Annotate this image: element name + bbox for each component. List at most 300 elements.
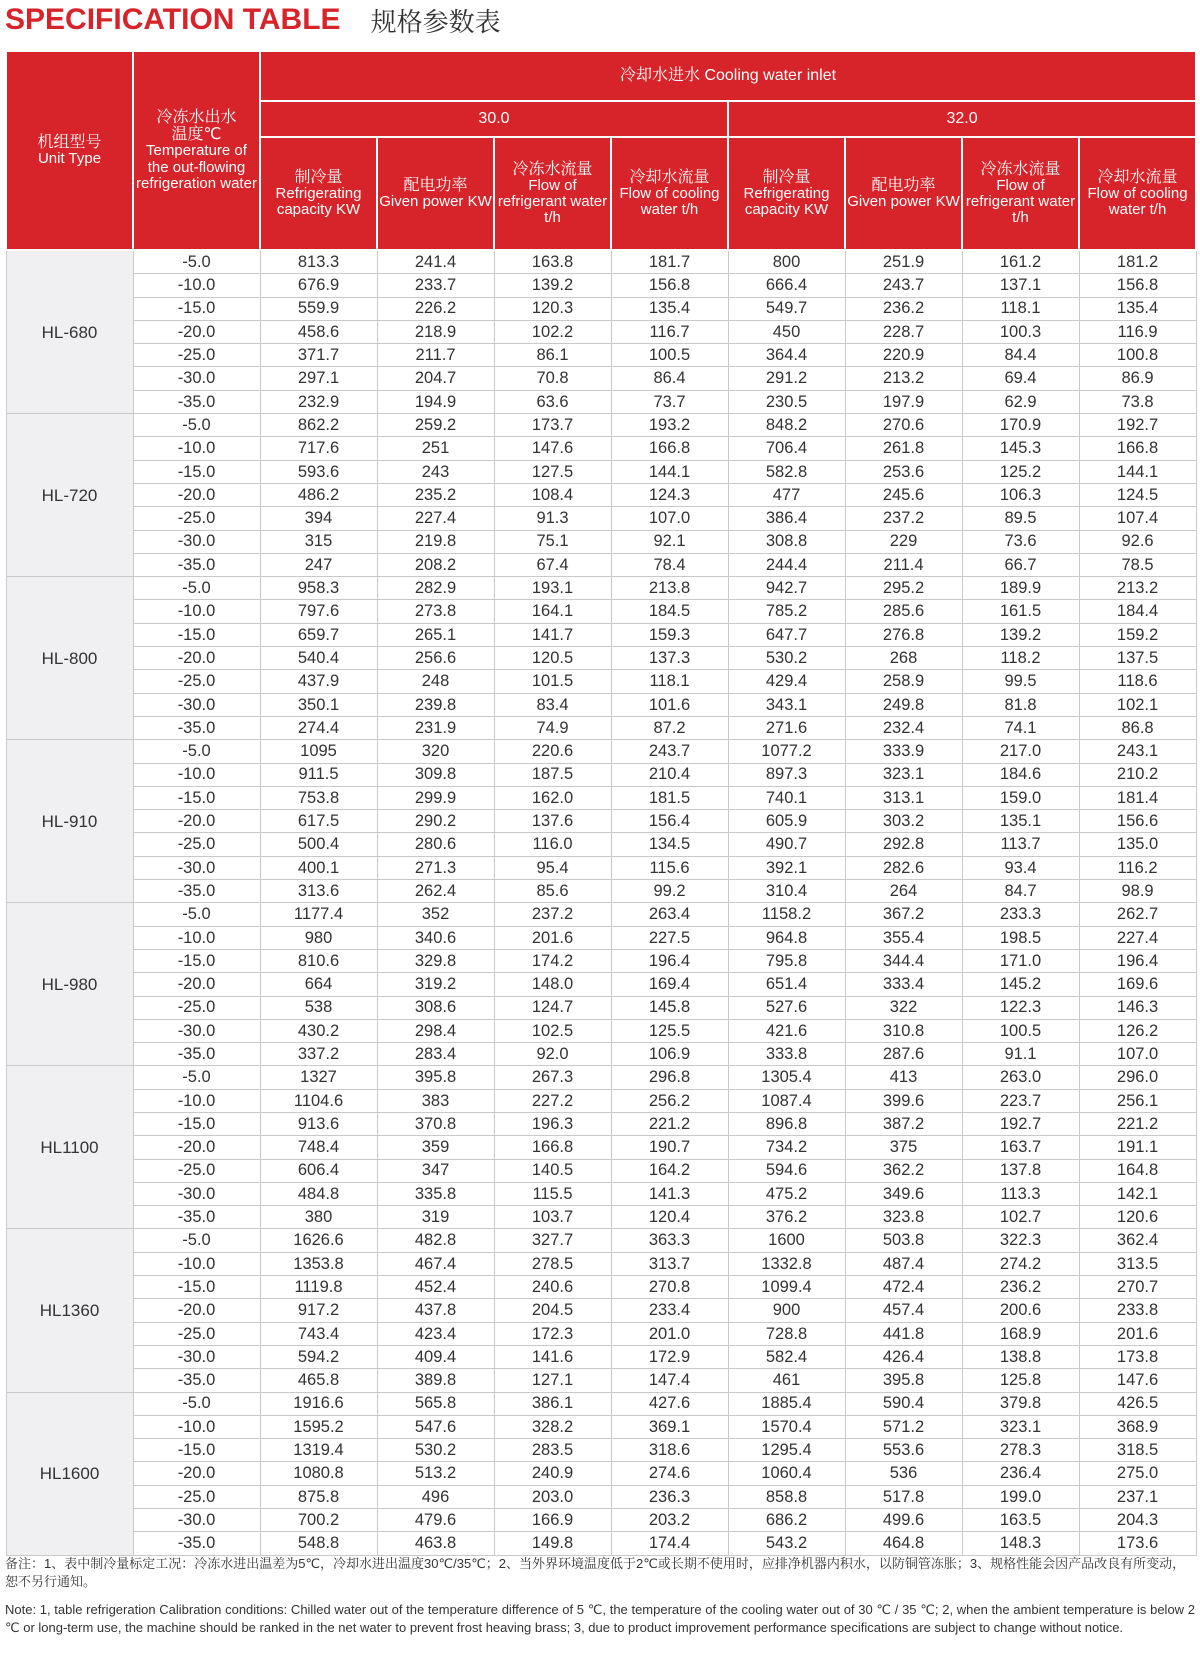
value-cell: 233.4 — [611, 1299, 728, 1322]
value-cell: 118.2 — [962, 647, 1079, 670]
value-cell: 173.7 — [494, 414, 611, 437]
value-cell: 450 — [728, 320, 845, 343]
value-cell: 156.4 — [611, 810, 728, 833]
value-cell: 594.2 — [260, 1345, 377, 1368]
value-cell: 92.0 — [494, 1043, 611, 1066]
value-cell: 1332.8 — [728, 1252, 845, 1275]
value-cell: 122.3 — [962, 996, 1079, 1019]
value-cell: 231.9 — [377, 716, 494, 739]
value-cell: 236.3 — [611, 1485, 728, 1508]
value-cell: 429.4 — [728, 670, 845, 693]
table-row — [6, 344, 1196, 367]
value-cell: 116.2 — [1079, 856, 1196, 879]
outlet-temp-cell: -20.0 — [133, 973, 260, 996]
value-cell: 897.3 — [728, 763, 845, 786]
value-cell: 383 — [377, 1089, 494, 1112]
value-cell: 810.6 — [260, 949, 377, 972]
table-row — [6, 367, 1196, 390]
value-cell: 375 — [845, 1136, 962, 1159]
value-cell: 486.2 — [260, 483, 377, 506]
outlet-temp-cell: -30.0 — [133, 856, 260, 879]
value-cell: 423.4 — [377, 1322, 494, 1345]
value-cell: 389.8 — [377, 1369, 494, 1392]
value-cell: 340.6 — [377, 926, 494, 949]
value-cell: 102.1 — [1079, 693, 1196, 716]
value-cell: 235.2 — [377, 483, 494, 506]
value-cell: 95.4 — [494, 856, 611, 879]
outlet-temp-header-cn: 冷冻水出水温度℃ — [156, 108, 237, 144]
value-cell: 426.4 — [845, 1345, 962, 1368]
value-cell: 503.8 — [845, 1229, 962, 1252]
value-cell: 240.9 — [494, 1462, 611, 1485]
value-cell: 86.4 — [611, 367, 728, 390]
table-row — [6, 1182, 1196, 1205]
value-cell: 376.2 — [728, 1206, 845, 1229]
value-cell: 477 — [728, 483, 845, 506]
outlet-temp-cell: -35.0 — [133, 390, 260, 413]
value-cell: 144.1 — [611, 460, 728, 483]
value-cell: 282.9 — [377, 577, 494, 600]
value-cell: 371.7 — [260, 344, 377, 367]
value-cell: 107.0 — [611, 507, 728, 530]
value-cell: 67.4 — [494, 553, 611, 576]
value-cell: 102.7 — [962, 1206, 1079, 1229]
value-cell: 170.9 — [962, 414, 1079, 437]
value-cell: 282.6 — [845, 856, 962, 879]
model-cell: HL-980 — [6, 903, 133, 1066]
outlet-temp-cell: -35.0 — [133, 1532, 260, 1555]
table-row — [6, 1159, 1196, 1182]
value-cell: 125.8 — [962, 1369, 1079, 1392]
value-cell: 137.5 — [1079, 647, 1196, 670]
value-cell: 137.8 — [962, 1159, 1079, 1182]
table-row — [6, 1345, 1196, 1368]
outlet-temp-cell: -15.0 — [133, 1276, 260, 1299]
table-row — [6, 1509, 1196, 1532]
value-cell: 299.9 — [377, 786, 494, 809]
value-cell: 146.3 — [1079, 996, 1196, 1019]
value-cell: 197.9 — [845, 390, 962, 413]
column-header-cn: 制冷量 — [294, 168, 343, 186]
value-cell: 116.0 — [494, 833, 611, 856]
value-cell: 913.6 — [260, 1112, 377, 1135]
value-cell: 233.8 — [1079, 1299, 1196, 1322]
value-cell: 113.3 — [962, 1182, 1079, 1205]
value-cell: 221.2 — [1079, 1112, 1196, 1135]
value-cell: 319.2 — [377, 973, 494, 996]
value-cell: 362.2 — [845, 1159, 962, 1182]
value-cell: 230.5 — [728, 390, 845, 413]
value-cell: 264 — [845, 880, 962, 903]
column-header-en: Given power KW — [379, 193, 492, 211]
table-row — [6, 1136, 1196, 1159]
value-cell: 421.6 — [728, 1019, 845, 1042]
value-cell: 896.8 — [728, 1112, 845, 1135]
outlet-temp-cell: -5.0 — [133, 1392, 260, 1415]
value-cell: 664 — [260, 973, 377, 996]
value-cell: 464.8 — [845, 1532, 962, 1555]
value-cell: 163.5 — [962, 1509, 1079, 1532]
value-cell: 73.8 — [1079, 390, 1196, 413]
value-cell: 223.7 — [962, 1089, 1079, 1112]
value-cell: 237.2 — [494, 903, 611, 926]
value-cell: 161.2 — [962, 250, 1079, 274]
value-cell: 285.6 — [845, 600, 962, 623]
value-cell: 370.8 — [377, 1112, 494, 1135]
value-cell: 538 — [260, 996, 377, 1019]
value-cell: 1077.2 — [728, 740, 845, 763]
value-cell: 210.4 — [611, 763, 728, 786]
column-header — [1079, 137, 1196, 250]
value-cell: 137.6 — [494, 810, 611, 833]
outlet-temp-cell: -20.0 — [133, 647, 260, 670]
value-cell: 409.4 — [377, 1345, 494, 1368]
outlet-temp-cell: -20.0 — [133, 1136, 260, 1159]
specification-table — [5, 50, 1197, 1556]
value-cell: 437.9 — [260, 670, 377, 693]
column-header-cn: 冷冻水流量 — [980, 160, 1061, 178]
value-cell: 147.6 — [1079, 1369, 1196, 1392]
model-cell: HL-680 — [6, 250, 133, 414]
value-cell: 227.2 — [494, 1089, 611, 1112]
value-cell: 99.5 — [962, 670, 1079, 693]
unit-type-header-cn: 机组型号 — [37, 133, 102, 151]
value-cell: 218.9 — [377, 320, 494, 343]
value-cell: 368.9 — [1079, 1415, 1196, 1438]
value-cell: 386.4 — [728, 507, 845, 530]
table-row — [6, 390, 1196, 413]
value-cell: 124.7 — [494, 996, 611, 1019]
outlet-temp-cell: -15.0 — [133, 297, 260, 320]
value-cell: 199.0 — [962, 1485, 1079, 1508]
value-cell: 392.1 — [728, 856, 845, 879]
value-cell: 458.6 — [260, 320, 377, 343]
value-cell: 500.4 — [260, 833, 377, 856]
value-cell: 73.7 — [611, 390, 728, 413]
value-cell: 166.8 — [494, 1136, 611, 1159]
value-cell: 107.0 — [1079, 1043, 1196, 1066]
value-cell: 270.6 — [845, 414, 962, 437]
value-cell: 256.1 — [1079, 1089, 1196, 1112]
value-cell: 148.3 — [962, 1532, 1079, 1555]
outlet-temp-cell: -10.0 — [133, 926, 260, 949]
value-cell: 290.2 — [377, 810, 494, 833]
value-cell: 472.4 — [845, 1276, 962, 1299]
table-row — [6, 553, 1196, 576]
value-cell: 553.6 — [845, 1439, 962, 1462]
value-cell: 441.8 — [845, 1322, 962, 1345]
value-cell: 140.5 — [494, 1159, 611, 1182]
value-cell: 256.6 — [377, 647, 494, 670]
value-cell: 303.2 — [845, 810, 962, 833]
value-cell: 211.7 — [377, 344, 494, 367]
table-row — [6, 460, 1196, 483]
value-cell: 135.4 — [611, 297, 728, 320]
value-cell: 1626.6 — [260, 1229, 377, 1252]
table-row — [6, 926, 1196, 949]
table-row — [6, 810, 1196, 833]
table-row — [6, 763, 1196, 786]
outlet-temp-cell: -35.0 — [133, 1043, 260, 1066]
value-cell: 313.5 — [1079, 1252, 1196, 1275]
value-cell: 261.8 — [845, 437, 962, 460]
value-cell: 196.4 — [611, 949, 728, 972]
value-cell: 862.2 — [260, 414, 377, 437]
value-cell: 141.6 — [494, 1345, 611, 1368]
outlet-temp-cell: -5.0 — [133, 250, 260, 274]
value-cell: 743.4 — [260, 1322, 377, 1345]
value-cell: 543.2 — [728, 1532, 845, 1555]
value-cell: 78.4 — [611, 553, 728, 576]
value-cell: 271.6 — [728, 716, 845, 739]
value-cell: 364.4 — [728, 344, 845, 367]
outlet-temp-cell: -30.0 — [133, 1509, 260, 1532]
model-cell: HL-910 — [6, 740, 133, 903]
value-cell: 296.0 — [1079, 1066, 1196, 1089]
value-cell: 221.2 — [611, 1112, 728, 1135]
outlet-temp-cell: -20.0 — [133, 1462, 260, 1485]
value-cell: 227.4 — [377, 507, 494, 530]
value-cell: 70.8 — [494, 367, 611, 390]
table-row — [6, 483, 1196, 506]
value-cell: 74.1 — [962, 716, 1079, 739]
value-cell: 156.8 — [1079, 274, 1196, 297]
value-cell: 313.6 — [260, 880, 377, 903]
value-cell: 1177.4 — [260, 903, 377, 926]
value-cell: 659.7 — [260, 623, 377, 646]
outlet-temp-cell: -20.0 — [133, 483, 260, 506]
value-cell: 666.4 — [728, 274, 845, 297]
value-cell: 135.0 — [1079, 833, 1196, 856]
value-cell: 651.4 — [728, 973, 845, 996]
value-cell: 263.0 — [962, 1066, 1079, 1089]
value-cell: 237.2 — [845, 507, 962, 530]
value-cell: 267.3 — [494, 1066, 611, 1089]
table-row — [6, 856, 1196, 879]
table-row — [6, 1112, 1196, 1135]
value-cell: 168.9 — [962, 1322, 1079, 1345]
outlet-temp-cell: -5.0 — [133, 414, 260, 437]
value-cell: 496 — [377, 1485, 494, 1508]
value-cell: 100.8 — [1079, 344, 1196, 367]
table-row — [6, 949, 1196, 972]
value-cell: 144.1 — [1079, 460, 1196, 483]
value-cell: 78.5 — [1079, 553, 1196, 576]
column-header — [611, 137, 728, 250]
value-cell: 582.4 — [728, 1345, 845, 1368]
outlet-temp-cell: -30.0 — [133, 1345, 260, 1368]
table-row — [6, 577, 1196, 600]
value-cell: 249.8 — [845, 693, 962, 716]
value-cell: 259.2 — [377, 414, 494, 437]
value-cell: 1099.4 — [728, 1276, 845, 1299]
column-header-cn: 冷却水流量 — [1097, 168, 1178, 186]
value-cell: 141.3 — [611, 1182, 728, 1205]
column-header — [962, 137, 1079, 250]
outlet-temp-cell: -15.0 — [133, 460, 260, 483]
title-chinese: 规格参数表 — [370, 7, 501, 38]
outlet-temp-cell: -5.0 — [133, 740, 260, 763]
value-cell: 686.2 — [728, 1509, 845, 1532]
outlet-temp-cell: -15.0 — [133, 786, 260, 809]
value-cell: 156.6 — [1079, 810, 1196, 833]
value-cell: 320 — [377, 740, 494, 763]
value-cell: 605.9 — [728, 810, 845, 833]
value-cell: 213.8 — [611, 577, 728, 600]
value-cell: 958.3 — [260, 577, 377, 600]
value-cell: 499.6 — [845, 1509, 962, 1532]
table-row — [6, 623, 1196, 646]
table-row — [6, 437, 1196, 460]
value-cell: 194.9 — [377, 390, 494, 413]
value-cell: 102.5 — [494, 1019, 611, 1042]
value-cell: 213.2 — [1079, 577, 1196, 600]
value-cell: 797.6 — [260, 600, 377, 623]
value-cell: 193.1 — [494, 577, 611, 600]
value-cell: 1080.8 — [260, 1462, 377, 1485]
table-row — [6, 1206, 1196, 1229]
value-cell: 274.4 — [260, 716, 377, 739]
value-cell: 196.4 — [1079, 949, 1196, 972]
value-cell: 237.1 — [1079, 1485, 1196, 1508]
value-cell: 241.4 — [377, 250, 494, 274]
value-cell: 717.6 — [260, 437, 377, 460]
value-cell: 102.2 — [494, 320, 611, 343]
value-cell: 172.3 — [494, 1322, 611, 1345]
column-header — [494, 137, 611, 250]
value-cell: 236.2 — [962, 1276, 1079, 1299]
value-cell: 740.1 — [728, 786, 845, 809]
table-row — [6, 320, 1196, 343]
column-header — [728, 137, 845, 250]
value-cell: 1104.6 — [260, 1089, 377, 1112]
value-cell: 296.8 — [611, 1066, 728, 1089]
outlet-temp-header-en: Temperature of the out-flowing refrigeration water — [136, 142, 257, 192]
value-cell: 69.4 — [962, 367, 1079, 390]
value-cell: 327.7 — [494, 1229, 611, 1252]
value-cell: 1305.4 — [728, 1066, 845, 1089]
model-cell: HL1360 — [6, 1229, 133, 1392]
value-cell: 192.7 — [962, 1112, 1079, 1135]
value-cell: 86.9 — [1079, 367, 1196, 390]
value-cell: 145.8 — [611, 996, 728, 1019]
value-cell: 387.2 — [845, 1112, 962, 1135]
value-cell: 156.8 — [611, 274, 728, 297]
value-cell: 283.5 — [494, 1439, 611, 1462]
value-cell: 333.4 — [845, 973, 962, 996]
value-cell: 253.6 — [845, 460, 962, 483]
outlet-temp-cell: -10.0 — [133, 1252, 260, 1275]
value-cell: 1595.2 — [260, 1415, 377, 1438]
value-cell: 461 — [728, 1369, 845, 1392]
table-row — [6, 1322, 1196, 1345]
value-cell: 84.7 — [962, 880, 1079, 903]
value-cell: 115.5 — [494, 1182, 611, 1205]
value-cell: 333.9 — [845, 740, 962, 763]
value-cell: 800 — [728, 250, 845, 274]
value-cell: 236.2 — [845, 297, 962, 320]
value-cell: 297.1 — [260, 367, 377, 390]
outlet-temp-cell: -20.0 — [133, 1299, 260, 1322]
table-body — [6, 250, 1196, 1555]
value-cell: 295.2 — [845, 577, 962, 600]
value-cell: 227.4 — [1079, 926, 1196, 949]
value-cell: 100.5 — [611, 344, 728, 367]
value-cell: 147.4 — [611, 1369, 728, 1392]
value-cell: 173.8 — [1079, 1345, 1196, 1368]
value-cell: 251 — [377, 437, 494, 460]
value-cell: 174.4 — [611, 1532, 728, 1555]
value-cell: 258.9 — [845, 670, 962, 693]
value-cell: 127.1 — [494, 1369, 611, 1392]
unit-type-header — [6, 51, 133, 250]
value-cell: 118.1 — [962, 297, 1079, 320]
outlet-temp-cell: -10.0 — [133, 763, 260, 786]
unit-type-header-en: Unit Type — [37, 150, 102, 168]
value-cell: 270.8 — [611, 1276, 728, 1299]
value-cell: 343.1 — [728, 693, 845, 716]
table-row — [6, 530, 1196, 553]
value-cell: 120.4 — [611, 1206, 728, 1229]
value-cell: 706.4 — [728, 437, 845, 460]
outlet-temp-cell: -5.0 — [133, 1229, 260, 1252]
table-row — [6, 670, 1196, 693]
value-cell: 263.4 — [611, 903, 728, 926]
value-cell: 333.8 — [728, 1043, 845, 1066]
value-cell: 166.8 — [611, 437, 728, 460]
outlet-temp-cell: -10.0 — [133, 1089, 260, 1112]
value-cell: 606.4 — [260, 1159, 377, 1182]
outlet-temp-cell: -5.0 — [133, 1066, 260, 1089]
value-cell: 233.3 — [962, 903, 1079, 926]
value-cell: 81.8 — [962, 693, 1079, 716]
value-cell: 380 — [260, 1206, 377, 1229]
value-cell: 875.8 — [260, 1485, 377, 1508]
value-cell: 785.2 — [728, 600, 845, 623]
table-row — [6, 250, 1196, 274]
value-cell: 565.8 — [377, 1392, 494, 1415]
value-cell: 184.4 — [1079, 600, 1196, 623]
value-cell: 318.6 — [611, 1439, 728, 1462]
value-cell: 517.8 — [845, 1485, 962, 1508]
value-cell: 437.8 — [377, 1299, 494, 1322]
value-cell: 92.6 — [1079, 530, 1196, 553]
outlet-temp-cell: -10.0 — [133, 274, 260, 297]
value-cell: 127.5 — [494, 460, 611, 483]
value-cell: 291.2 — [728, 367, 845, 390]
column-header-cn: 冷却水流量 — [629, 168, 710, 186]
outlet-temp-cell: -10.0 — [133, 437, 260, 460]
column-header-cn: 冷冻水流量 — [512, 160, 593, 178]
value-cell: 166.9 — [494, 1509, 611, 1532]
value-cell: 549.7 — [728, 297, 845, 320]
cooling-water-inlet-header: 冷却水进水 Cooling water inlet — [260, 51, 1196, 101]
outlet-temp-cell: -25.0 — [133, 833, 260, 856]
value-cell: 232.4 — [845, 716, 962, 739]
value-cell: 268 — [845, 647, 962, 670]
outlet-temp-cell: -20.0 — [133, 320, 260, 343]
value-cell: 145.2 — [962, 973, 1079, 996]
column-header-cn: 制冷量 — [762, 168, 811, 186]
outlet-temp-cell: -25.0 — [133, 670, 260, 693]
outlet-temp-cell: -30.0 — [133, 367, 260, 390]
value-cell: 335.8 — [377, 1182, 494, 1205]
value-cell: 1319.4 — [260, 1439, 377, 1462]
value-cell: 173.6 — [1079, 1532, 1196, 1555]
value-cell: 362.4 — [1079, 1229, 1196, 1252]
value-cell: 347 — [377, 1159, 494, 1182]
outlet-temp-cell: -25.0 — [133, 1322, 260, 1345]
